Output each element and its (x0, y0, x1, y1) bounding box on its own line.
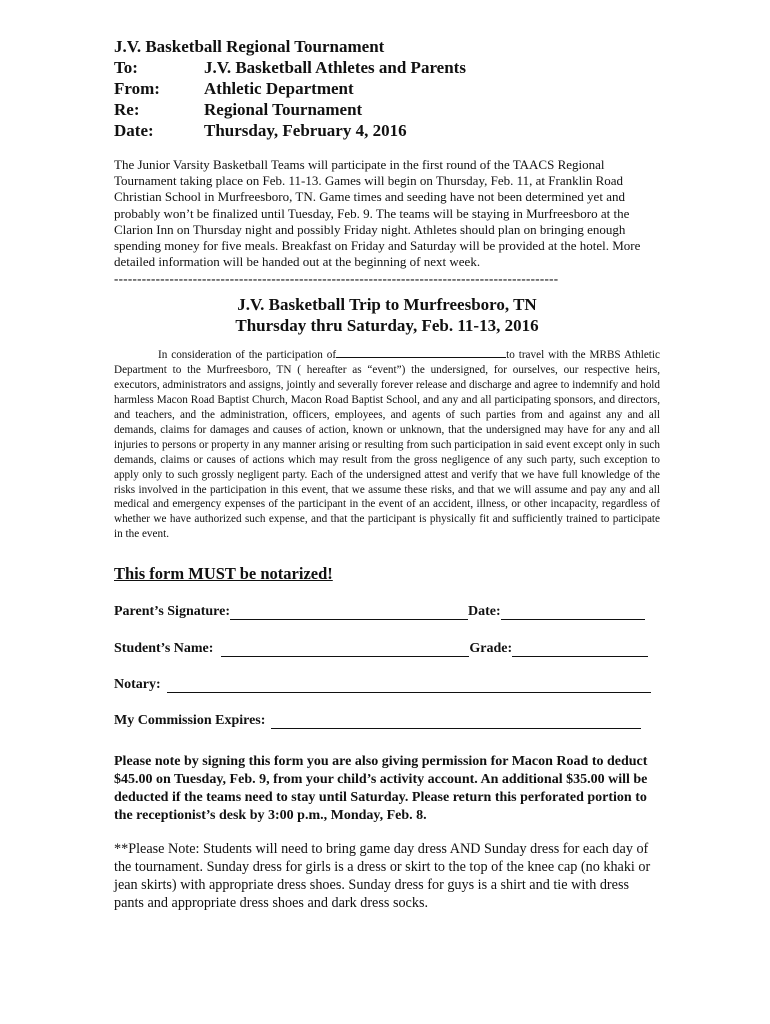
commission-line[interactable] (271, 714, 641, 729)
intro-paragraph: The Junior Varsity Basketball Teams will participate in the first round of the TAACS Regional Tournament taking place on Feb. 11-13. Games will begin on Thursday, Feb. 11, at Franklin Road Christian School in Murfreesboro, TN. Game times and seeding have not been determined yet and probably won’t be finalized until Tuesday, Feb. 9. The teams will be staying in Murfreesboro at the Clarion Inn on Thursday night and possibly Friday night. Athletes should plan on bringing enough spending money for five meals. Breakfast on Friday and Saturday will be provided at the hotel. More detailed information will be handed out at the beginning of next week. (114, 157, 641, 270)
date-line[interactable] (501, 605, 645, 620)
student-name-line[interactable] (221, 642, 469, 657)
trip-title-line1: J.V. Basketball Trip to Murfreesboro, TN (237, 295, 537, 315)
grade-line[interactable] (512, 642, 648, 657)
commission-row (114, 711, 660, 729)
commission-label: My Commission Expires: (114, 713, 266, 729)
memo-value: J.V. Basketball Athletes and Parents (204, 58, 466, 77)
memo-key: To: (114, 58, 138, 77)
memo-row-from (114, 78, 660, 99)
release-rest: to travel with the MRBS Athletic Department to the Murfreesboro, TN ( hereafter as “event”) the undersigned, for ourselves, our respective heirs, executors, administrators and assigns, jointly and severally forever release and discharge and agree to indemnify and hold harmless Macon Road Baptist Church, Macon Road Baptist School, and any and all participating sponsors, and directors, and teachers, and the administration, officers, employees, and agents of such parties from and against any and all demands, claims for damages and causes of action, known or unknown, that the undersigned may have for any and all injuries to persons or property in any manner arising or resulting from such participation in said event except only in such demands, claims or causes of actions which may result from the gross negligence of any such party, such exception to apply only to such grossly negligent party. Each of the undersigned attest and verify that we have full knowledge of the risks involved in the participation in this event, that we assume these risks, and that we will assume and pay any and all medical and emergency expenses of the participant in the event of an accident, illness, or other incapacity, regardless of whether we have authorized such expense, and that the participant is physically fit and sufficiently trained to participate in the event. (114, 349, 660, 541)
release-paragraph (114, 346, 660, 542)
trip-title (114, 294, 660, 336)
memo-value: Thursday, February 4, 2016 (204, 121, 407, 140)
dress-code-note: **Please Note: Students will need to bring game day dress AND Sunday dress for each day of the tournament. Sunday dress for girls is a dress or skirt to the top of the knee cap (no khaki or jean skirts) with appropriate dress shoes. Sunday dress for guys is a shirt and tie with dress pants and appropriate dress shoes and dark dress socks. (114, 841, 651, 912)
document-page (114, 36, 660, 912)
memo-header (114, 36, 660, 141)
grade-label: Grade: (469, 641, 513, 657)
student-name-label: Student’s Name: (114, 641, 214, 657)
memo-key: From: (114, 79, 160, 98)
notary-label: Notary: (114, 677, 161, 693)
parent-signature-line[interactable] (230, 605, 468, 620)
notary-row (114, 675, 660, 693)
memo-key: Date: (114, 121, 154, 140)
memo-title: J.V. Basketball Regional Tournament (114, 37, 385, 56)
participant-name-blank[interactable] (336, 346, 506, 358)
notary-line[interactable] (167, 678, 651, 693)
memo-row-to (114, 57, 660, 78)
parent-signature-label: Parent’s Signature: (114, 604, 231, 620)
notarize-heading: This form MUST be notarized! (114, 564, 333, 584)
trip-title-line2: Thursday thru Saturday, Feb. 11-13, 2016 (235, 316, 539, 336)
perforation-divider: ------------------------------------------------------------------------------------------------ (114, 272, 559, 287)
release-lead: In consideration of the participation of (158, 349, 337, 362)
parent-signature-row (114, 602, 660, 620)
memo-row-date (114, 120, 660, 141)
memo-row-re (114, 99, 660, 120)
memo-value: Athletic Department (204, 79, 354, 98)
memo-key: Re: (114, 100, 140, 119)
permission-note: Please note by signing this form you are also giving permission for Macon Road to deduct $45.00 on Tuesday, Feb. 9, from your child’s activity account. An additional $35.00 will be deducted if the teams need to stay until Saturday. Please return this perforated portion to the receptionist’s desk by 3:00 p.m., Monday, Feb. 8. (114, 754, 648, 823)
date-label: Date: (468, 604, 501, 620)
memo-value: Regional Tournament (204, 100, 363, 119)
student-name-row (114, 639, 660, 657)
